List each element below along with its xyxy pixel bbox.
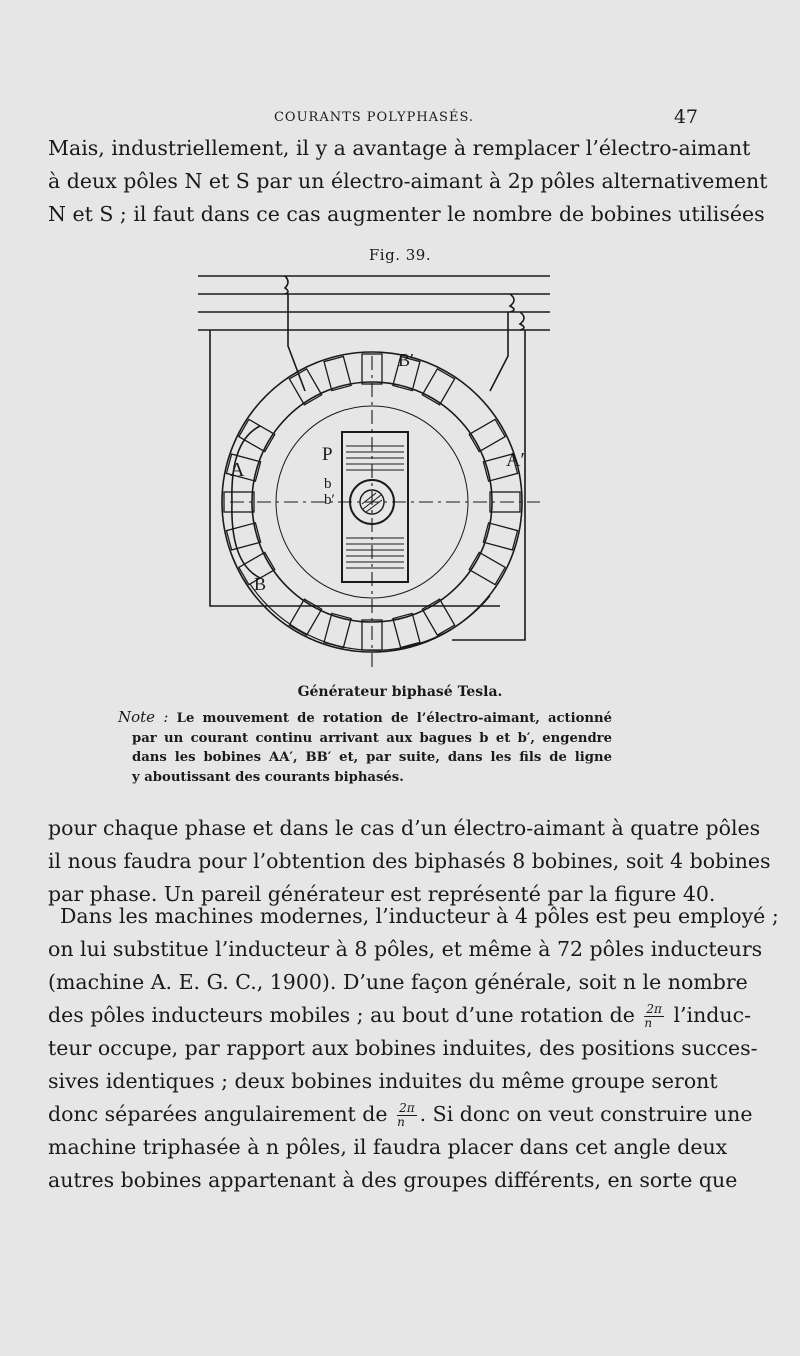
text-line: il nous faudra pour l’obtention des biphasés 8 bobines, soit 4 bobines (48, 849, 771, 873)
text-line: N et S ; il faut dans ce cas augmenter le nombre de bobines utilisées (48, 202, 765, 226)
coil (393, 613, 420, 647)
paragraph-intro (48, 132, 768, 231)
text-line: teur occupe, par rapport aux bobines induites, des positions succes- (48, 1036, 758, 1060)
label-ring-b: b (324, 476, 332, 492)
text-line: autres bobines appartenant à des groupes différents, en sorte que (48, 1168, 738, 1192)
text-fragment: . Si donc on veut construire une (419, 1102, 753, 1126)
text-line: par phase. Un pareil générateur est représenté par la figure 40. (48, 882, 716, 906)
label-b: B (254, 574, 267, 594)
lead-wire-a-prime (452, 330, 525, 640)
note-label: Note : (118, 708, 169, 726)
running-head (48, 106, 700, 132)
paragraph-modern-machines (48, 900, 779, 1197)
label-p: P (322, 444, 333, 465)
fraction-numerator: 2π (399, 1101, 415, 1115)
note-text: Le mouvement de rotation de l’électro-aimant, actionné (176, 711, 613, 726)
figure-labels (230, 350, 525, 594)
rotor-electromagnet (342, 432, 408, 582)
text-line: pour chaque phase et dans le cas d’un électro-aimant à quatre pôles (48, 816, 761, 840)
page-number: 47 (673, 106, 698, 128)
text-line: Mais, industriellement, il y a avantage à remplacer l’électro-aimant (48, 136, 751, 160)
text-line: Dans les machines modernes, l’inducteur à 4 pôles est peu employé ; (60, 904, 779, 928)
rotor-windings (346, 446, 404, 568)
text-fragment: l’induc- (673, 1003, 752, 1027)
text-line: sives identiques ; deux bobines induites du même groupe seront (48, 1069, 718, 1093)
text-line: on lui substitue l’inducteur à 8 pôles, et même à 72 pôles inducteurs (48, 937, 763, 961)
fraction (644, 1003, 664, 1030)
text-line (48, 1098, 753, 1131)
tesla-generator-diagram (190, 266, 560, 678)
label-a-prime: A′ (506, 449, 525, 471)
label-ring-b-prime: b′ (324, 492, 335, 508)
note-line: par un courant continu arrivant aux bagues b et b′, engendre (132, 730, 612, 746)
figure-note (118, 708, 612, 787)
fraction-numerator: 2π (646, 1002, 662, 1016)
coil (324, 356, 351, 390)
coil (483, 523, 517, 550)
label-b-prime: B′ (398, 350, 414, 370)
text-line: (machine A. E. G. C., 1900). D’une façon générale, soit n le nombre (48, 970, 748, 994)
fraction-denominator: n (397, 1115, 405, 1129)
running-title: COURANTS POLYPHASÉS. (273, 110, 475, 125)
figure-caption: Générateur biphasé Tesla. (297, 684, 503, 700)
fraction-denominator: n (644, 1016, 653, 1030)
label-a: A (230, 459, 245, 481)
lead-wire-a (210, 330, 500, 606)
text-fragment: donc séparées angulairement de (48, 1102, 388, 1126)
text-line (48, 999, 752, 1032)
note-line: dans les bobines AA′, BB′ et, par suite, dans les fils de ligne (132, 750, 612, 765)
figure-label: Fig. 39. (368, 246, 432, 264)
text-fragment: des pôles inducteurs mobiles ; au bout d’une rotation de (48, 1003, 635, 1027)
note-line (118, 708, 612, 729)
text-line: à deux pôles N et S par un électro-aimant à 2p pôles alternativement (48, 169, 768, 193)
text-line: machine triphasée à n pôles, il faudra placer dans cet angle deux (48, 1135, 728, 1159)
fraction (397, 1102, 417, 1129)
lead-wire-b (490, 312, 508, 391)
paragraph-continued (48, 812, 771, 911)
coil (226, 523, 260, 550)
wire-junction (285, 276, 524, 330)
note-line: y aboutissant des courants biphasés. (132, 769, 404, 785)
